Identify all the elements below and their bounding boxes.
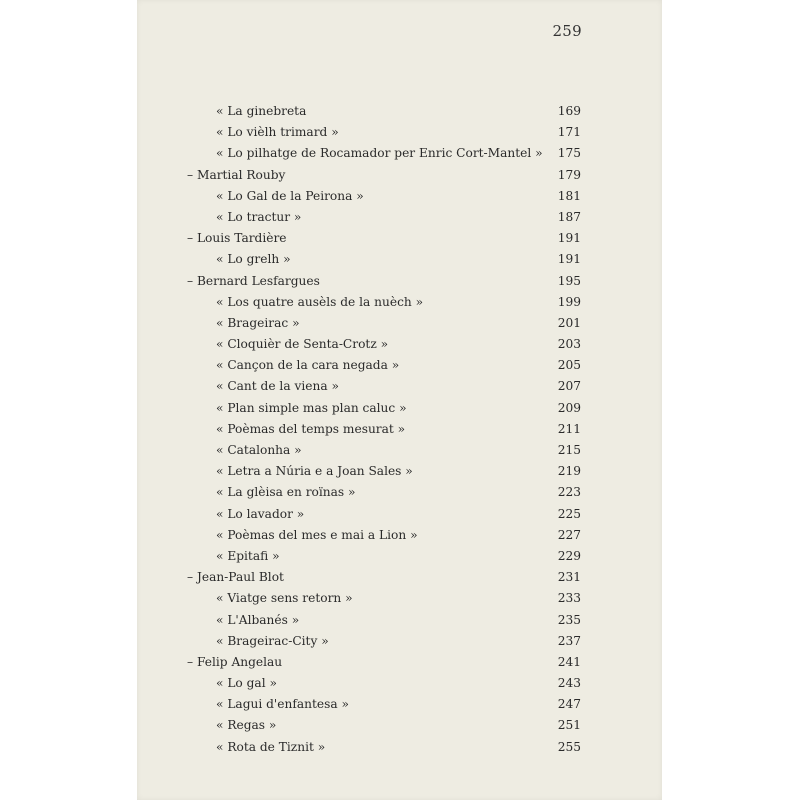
toc-entry-page: 219 — [557, 464, 581, 479]
toc-poem-entry — [187, 504, 581, 525]
toc-entry-page: 191 — [557, 231, 581, 246]
toc-entry-page: 229 — [557, 548, 581, 563]
toc-poem-entry — [187, 186, 581, 207]
toc-entry-page: 171 — [557, 125, 581, 140]
toc-entry-title: « Letra a Núria e a Joan Sales » — [216, 464, 413, 479]
toc-entry-title: « Lo pilhatge de Rocamador per Enric Cort-Mantel » — [216, 146, 543, 161]
toc-entry-title: « Brageirac-City » — [216, 633, 329, 648]
toc-entry-title: « Lo gal » — [216, 676, 277, 691]
toc-poem-entry — [187, 588, 581, 609]
toc-entry-page: 201 — [557, 315, 581, 330]
toc-author-entry — [187, 567, 581, 588]
toc-entry-title: « Lo tractur » — [216, 209, 302, 224]
toc-author-entry — [187, 271, 581, 292]
toc-entry-page: 215 — [557, 443, 581, 457]
toc-poem-entry — [187, 715, 581, 736]
toc-entry-page: 241 — [557, 654, 581, 669]
toc-entry-page: 175 — [557, 146, 581, 161]
toc-entry-page: 207 — [557, 379, 581, 394]
toc-entry-title: « Cançon de la cara negada » — [216, 358, 400, 373]
toc-poem-entry — [187, 673, 581, 694]
toc-entry-title: « Viatge sens retorn » — [216, 591, 353, 606]
toc-entry-page: 251 — [557, 718, 581, 733]
toc-entry-page: 247 — [557, 697, 581, 712]
toc-entry-title: « Lo lavador » — [216, 506, 305, 521]
toc-poem-entry — [187, 207, 581, 228]
toc-entry-page: 231 — [557, 570, 581, 585]
toc-poem-entry — [187, 461, 581, 482]
toc-entry-title: « Rota de Tiznit » — [216, 739, 326, 754]
toc-entry-title: « Lo vièlh trimard » — [216, 125, 339, 140]
toc-entry-page: 209 — [557, 400, 581, 415]
toc-poem-entry — [187, 398, 581, 419]
toc-entry-page: 211 — [557, 421, 581, 436]
toc-entry-page: 203 — [557, 337, 581, 352]
toc-entry-title: « Poèmas del mes e mai a Lion » — [216, 527, 418, 542]
table-of-contents — [187, 101, 581, 758]
toc-entry-title: – Jean-Paul Blot — [187, 570, 284, 585]
toc-entry-title: « Brageirac » — [216, 315, 300, 330]
toc-poem-entry — [187, 610, 581, 631]
toc-entry-title: « Lo Gal de la Peirona » — [216, 188, 364, 203]
toc-author-entry — [187, 652, 581, 673]
book-page — [137, 0, 662, 800]
toc-entry-title: « Regas » — [216, 718, 277, 733]
toc-entry-page: 181 — [557, 188, 581, 203]
toc-entry-page: 227 — [557, 527, 581, 542]
toc-poem-entry — [187, 334, 581, 355]
toc-poem-entry — [187, 525, 581, 546]
toc-entry-page: 225 — [557, 506, 581, 521]
toc-entry-page: 255 — [557, 739, 581, 754]
toc-entry-title: « Epitafi » — [216, 548, 280, 563]
toc-poem-entry — [187, 631, 581, 652]
toc-poem-entry — [187, 482, 581, 503]
toc-entry-page: 169 — [557, 104, 581, 118]
toc-poem-entry — [187, 313, 581, 334]
toc-entry-page: 205 — [557, 358, 581, 373]
toc-entry-title: « Los quatre ausèls de la nuèch » — [216, 294, 424, 309]
toc-entry-title: – Bernard Lesfargues — [187, 273, 320, 288]
toc-poem-entry — [187, 419, 581, 440]
toc-entry-page: 237 — [557, 633, 581, 648]
toc-entry-title: – Felip Angelau — [187, 654, 283, 669]
toc-poem-entry — [187, 292, 581, 313]
toc-entry-page: 243 — [557, 676, 581, 691]
toc-entry-page: 233 — [557, 591, 581, 606]
toc-entry-page: 223 — [557, 485, 581, 500]
toc-entry-page: 199 — [557, 294, 581, 309]
toc-entry-page: 179 — [557, 167, 581, 182]
toc-poem-entry — [187, 249, 581, 270]
toc-entry-page: 195 — [557, 273, 581, 288]
toc-entry-title: « Lo grelh » — [216, 252, 291, 267]
toc-entry-page: 191 — [557, 252, 581, 267]
toc-entry-title: « Lagui d'enfantesa » — [216, 697, 349, 712]
toc-poem-entry — [187, 546, 581, 567]
toc-entry-title: – Martial Rouby — [187, 167, 286, 182]
toc-author-entry — [187, 165, 581, 186]
toc-entry-title: « La ginebreta — [216, 104, 307, 118]
toc-entry-title: « La glèisa en roïnas » — [216, 485, 356, 500]
toc-poem-entry — [187, 355, 581, 376]
toc-entry-title: « Plan simple mas plan caluc » — [216, 400, 407, 415]
toc-poem-entry — [187, 143, 581, 164]
toc-entry-title: « Cant de la viena » — [216, 379, 339, 394]
toc-poem-entry — [187, 376, 581, 397]
toc-author-entry — [187, 228, 581, 249]
toc-entry-title: « Catalonha » — [216, 443, 302, 457]
toc-poem-entry — [187, 737, 581, 758]
toc-poem-entry — [187, 101, 581, 122]
toc-entry-page: 235 — [557, 612, 581, 627]
toc-entry-title: « Poèmas del temps mesurat » — [216, 421, 406, 436]
toc-poem-entry — [187, 122, 581, 143]
toc-entry-title: « Cloquièr de Senta-Crotz » — [216, 337, 389, 352]
toc-entry-title: – Louis Tardière — [187, 231, 287, 246]
toc-poem-entry — [187, 694, 581, 715]
toc-entry-page: 187 — [557, 209, 581, 224]
toc-entry-title: « L'Albanés » — [216, 612, 300, 627]
page-number: 259 — [552, 22, 582, 40]
toc-poem-entry — [187, 440, 581, 461]
